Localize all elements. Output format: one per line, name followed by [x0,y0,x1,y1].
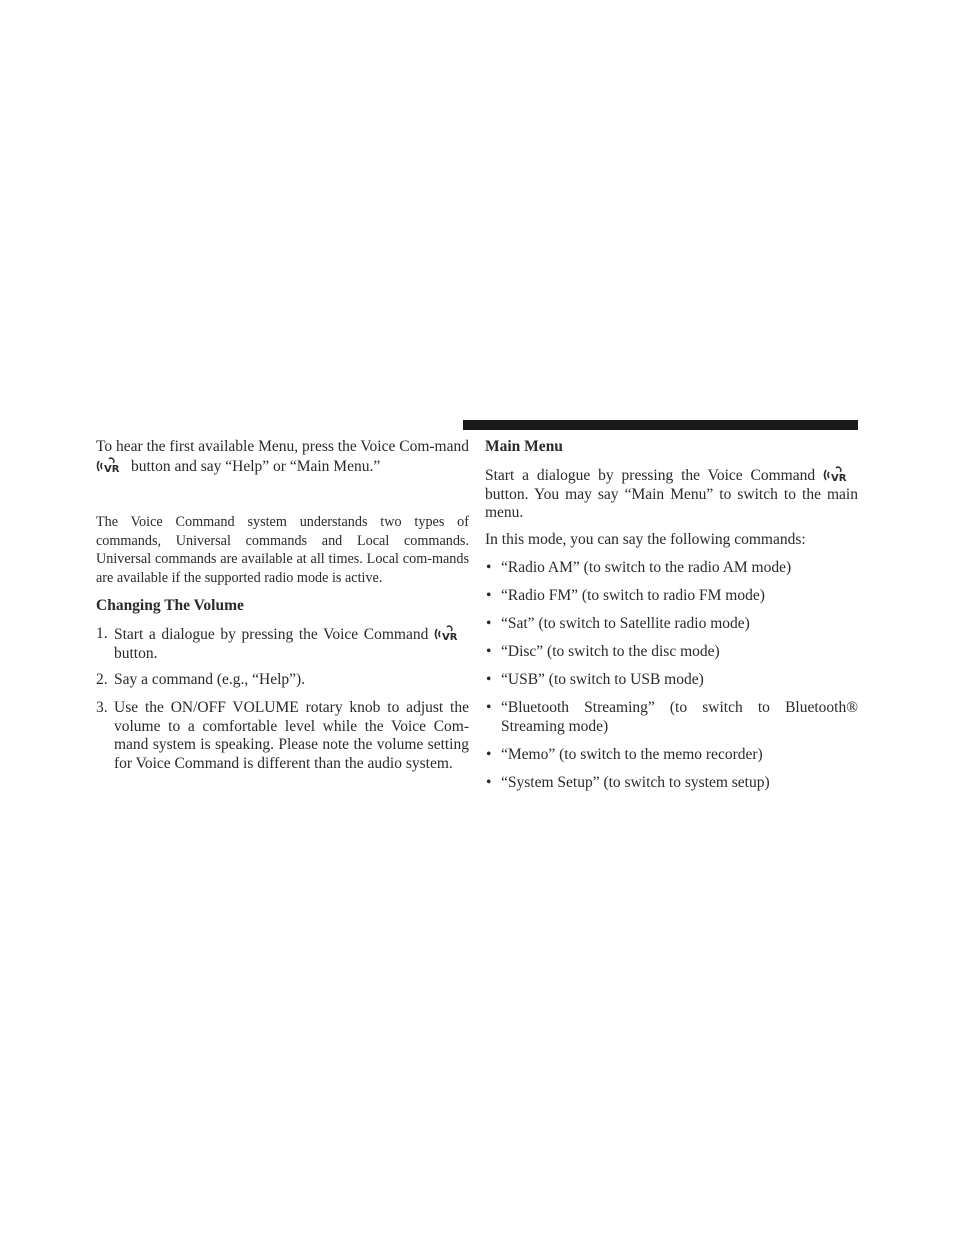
list-item-text: “Sat” (to switch to Satellite radio mode) [501,615,750,632]
list-item [485,615,858,634]
list-item [485,643,858,662]
bullet: • [486,746,492,763]
intro-paragraph [96,438,469,476]
bullet: • [486,643,492,660]
intro-text: To hear the first available Menu, press the Voice Com-mand [96,438,469,455]
main-menu-text: Start a dialogue by pressing the Voice Command [485,467,816,484]
list-item-text: “Bluetooth Streaming” (to switch to Bluetooth® Streaming mode) [501,699,858,735]
list-item [485,774,858,793]
volume-heading: Changing The Volume [96,597,244,614]
mode-intro: In this mode, you can say the following commands: [485,531,806,548]
step-1 [96,625,469,663]
list-item [485,587,858,606]
bullet: • [486,699,492,716]
list-item-text: “Radio AM” (to switch to the radio AM mode) [501,559,792,576]
list-item [485,699,858,736]
commands-paragraph: The Voice Command system understands two types of commands, Universal commands and Local commands. Universal commands are available at all times. Local com-mands are available if the supported radio mode is active. [96,514,469,586]
svg-text:VR: VR [831,473,847,484]
main-menu-paragraph [485,466,858,523]
list-item [485,559,858,578]
list-item [485,746,858,765]
main-menu-text-after: button. You may say “Main Menu” to switch to the main menu. [485,485,858,522]
step-number: 3. [96,699,108,716]
step-text: Start a dialogue by pressing the Voice Command [114,626,429,643]
list-item [485,671,858,690]
voice-command-vr-icon [434,625,468,643]
step-2 [96,671,469,690]
bullet: • [486,559,492,576]
step-text: Use the ON/OFF VOLUME rotary knob to adjust the volume to a comfortable level while the Voice Com-mand system is speaking. Please note the volume setting for Voice Command is different than the audio system. [114,699,469,772]
list-item-text: “Radio FM” (to switch to radio FM mode) [501,587,765,604]
step-number: 1. [96,625,108,642]
main-menu-heading: Main Menu [485,438,563,455]
bullet: • [486,615,492,632]
step-text: Say a command (e.g., “Help”). [114,671,306,688]
step-3 [96,699,469,773]
bullet: • [486,671,492,688]
voice-command-vr-icon [823,466,857,484]
list-item-text: “Memo” (to switch to the memo recorder) [501,746,763,763]
list-item-text: “Disc” (to switch to the disc mode) [501,643,720,660]
voice-command-vr-icon [96,457,130,475]
intro-text-after: button and say “Help” or “Main Menu.” [131,457,381,475]
svg-text:VR: VR [442,632,458,643]
svg-text:VR: VR [104,463,120,475]
step-number: 2. [96,671,108,688]
list-item-text: “USB” (to switch to USB mode) [501,671,704,688]
step-text-after: button. [114,644,158,662]
list-item-text: “System Setup” (to switch to system setup) [501,774,770,791]
section-rule [463,420,858,430]
bullet: • [486,587,492,604]
bullet: • [486,774,492,791]
